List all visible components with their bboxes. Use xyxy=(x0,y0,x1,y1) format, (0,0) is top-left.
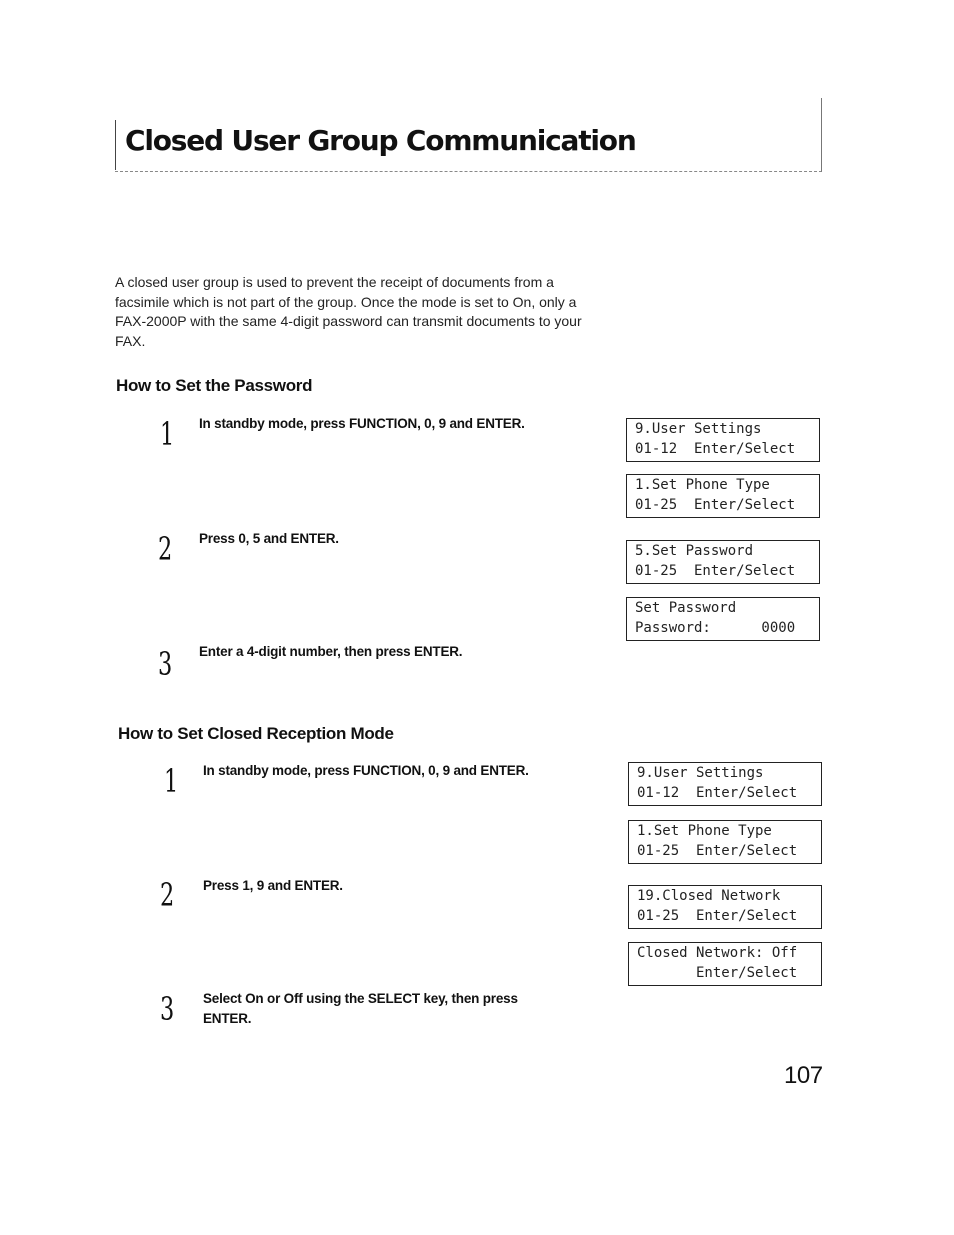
lcd-display xyxy=(628,942,822,986)
lcd-display xyxy=(626,540,820,584)
lcd-display xyxy=(628,820,822,864)
lcd-line: 01-12 Enter/Select xyxy=(635,441,796,457)
step-text: In standby mode, press FUNCTION, 0, 9 and ENTER. xyxy=(203,763,529,778)
title-rule xyxy=(115,120,116,170)
lcd-display xyxy=(626,418,820,462)
lcd-line: 19.Closed Network xyxy=(637,888,781,904)
lcd-display xyxy=(628,885,822,929)
lcd-line: 9.User Settings xyxy=(635,421,762,437)
lcd-line: 1.Set Phone Type xyxy=(635,477,770,493)
section-heading-closed-reception: How to Set Closed Reception Mode xyxy=(118,724,394,743)
lcd-line: 9.User Settings xyxy=(637,765,764,781)
lcd-line: 01-25 Enter/Select xyxy=(637,843,798,859)
step-text: Press 1, 9 and ENTER. xyxy=(203,878,343,893)
lcd-line: Password: 0000 xyxy=(635,620,796,636)
step-number: 1 xyxy=(164,762,179,800)
lcd-line: 01-25 Enter/Select xyxy=(635,497,796,513)
step-number: 3 xyxy=(158,645,173,683)
lcd-line: 01-25 Enter/Select xyxy=(637,908,798,924)
page-title: Closed User Group Communication xyxy=(125,124,636,157)
step-number: 2 xyxy=(158,530,173,568)
lcd-line: Enter/Select xyxy=(637,965,798,981)
page-number: 107 xyxy=(784,1062,823,1089)
lcd-line: Set Password xyxy=(635,600,737,616)
lcd-display xyxy=(626,474,820,518)
section-heading-set-password: How to Set the Password xyxy=(116,376,313,395)
step-number: 2 xyxy=(160,876,175,914)
lcd-line: 01-12 Enter/Select xyxy=(637,785,798,801)
step-text: Enter a 4-digit number, then press ENTER. xyxy=(199,644,463,659)
lcd-line: Closed Network: Off xyxy=(637,945,798,961)
step-text: Select On or Off using the SELECT key, then press ENTER. xyxy=(203,991,518,1026)
lcd-display xyxy=(626,597,820,641)
lcd-line: 1.Set Phone Type xyxy=(637,823,772,839)
lcd-display xyxy=(628,762,822,806)
step-text: In standby mode, press FUNCTION, 0, 9 and ENTER. xyxy=(199,416,525,431)
step-number: 3 xyxy=(160,990,175,1028)
lcd-line: 01-25 Enter/Select xyxy=(635,563,796,579)
step-text: Press 0, 5 and ENTER. xyxy=(199,531,339,546)
step-number: 1 xyxy=(160,415,175,453)
lcd-line: 5.Set Password xyxy=(635,543,754,559)
intro-paragraph: A closed user group is used to prevent the receipt of documents from a facsimile which is not part of the group. Once the mode is set to On, only a FAX-2000P with the same 4-digit password can transmit documents to your FAX. xyxy=(115,274,582,349)
